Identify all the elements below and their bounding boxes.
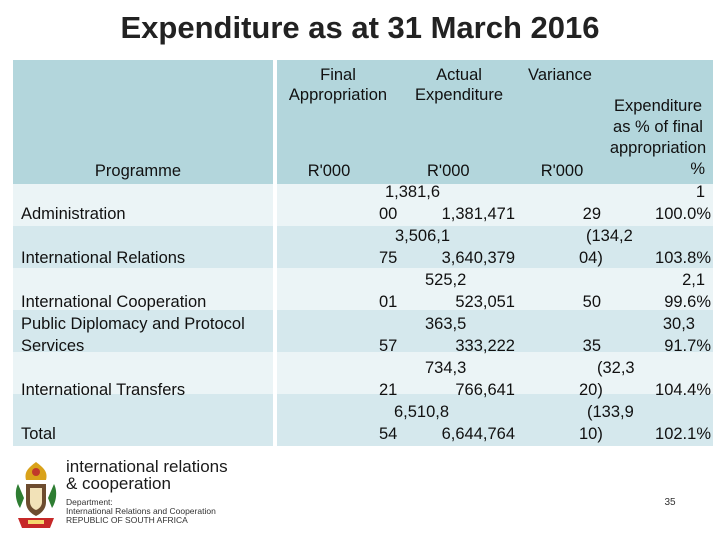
pct-value: 99.6% xyxy=(664,293,711,311)
pct-value-part1: 1 xyxy=(695,183,705,201)
dept-line-2: International Relations and Cooperation xyxy=(66,506,216,516)
header-actual-2: Expenditure xyxy=(414,86,504,104)
programme-label: International Transfers xyxy=(21,381,186,399)
final-value-part1: 6,510,8 xyxy=(394,403,450,421)
final-value-part2: 57 xyxy=(379,337,398,355)
final-value-part2: 75 xyxy=(379,249,398,267)
programme-label: Administration xyxy=(21,205,126,223)
actual-value: 1,381,471 xyxy=(441,205,515,223)
final-value-part1: 363,5 xyxy=(425,315,467,333)
dept-line-3: REPUBLIC OF SOUTH AFRICA xyxy=(66,515,188,525)
final-value-part1: 3,506,1 xyxy=(395,227,451,245)
pct-value: 100.0% xyxy=(655,205,711,223)
final-value-part1: 525,2 xyxy=(425,271,467,289)
variance-value-part2: 20) xyxy=(579,381,603,399)
final-value-part2: 54 xyxy=(379,425,398,443)
pct-value-part1: 30,3 xyxy=(662,315,695,333)
variance-value-part2: 50 xyxy=(582,293,601,311)
variance-value-part2: 35 xyxy=(582,337,601,355)
pct-value-part1: 2,1 xyxy=(682,271,705,289)
programme-label: Services xyxy=(21,337,85,355)
header-final-1: Final xyxy=(320,66,356,84)
actual-value: 3,640,379 xyxy=(441,249,515,267)
header-actual-1: Actual xyxy=(436,66,482,84)
dept-line-1: Department: xyxy=(66,497,113,507)
final-value-part2: 01 xyxy=(379,293,398,311)
header-pct-1: Expenditure xyxy=(613,97,703,115)
variance-value-part2: 04) xyxy=(579,249,603,267)
pct-value: 103.8% xyxy=(655,249,711,267)
header-final-2: Appropriation xyxy=(288,86,388,104)
actual-value: 6,644,764 xyxy=(441,425,515,443)
actual-value: 523,051 xyxy=(455,293,515,311)
programme-label: Public Diplomacy and Protocol xyxy=(21,315,245,333)
final-value-part2: 00 xyxy=(379,205,398,223)
programme-label: International Relations xyxy=(21,249,186,267)
variance-value-part1: (133,9 xyxy=(587,403,634,421)
variance-value-part1: (134,2 xyxy=(586,227,633,245)
column-gap xyxy=(273,184,277,446)
programme-label: Total xyxy=(21,425,56,443)
brand-line-2: & cooperation xyxy=(66,474,171,493)
header-programme: Programme xyxy=(94,162,182,180)
department-text xyxy=(66,498,216,525)
header-unit-variance: R'000 xyxy=(540,162,584,180)
page-number: 35 xyxy=(664,497,676,508)
actual-value: 333,222 xyxy=(455,337,515,355)
header-unit-actual: R'000 xyxy=(427,162,470,180)
pct-value: 91.7% xyxy=(664,337,711,355)
pct-value: 104.4% xyxy=(655,381,711,399)
programme-label: International Cooperation xyxy=(21,293,207,311)
final-value-part1: 1,381,6 xyxy=(385,183,441,201)
variance-value-part1: (32,3 xyxy=(597,359,635,377)
brand-line-1: international relations xyxy=(66,457,228,476)
final-value-part1: 734,3 xyxy=(425,359,467,377)
header-pct-2: as % of final xyxy=(613,118,703,136)
final-value-part2: 21 xyxy=(379,381,398,399)
header-variance: Variance xyxy=(528,66,592,84)
footer xyxy=(0,452,720,540)
page-title: Expenditure as at 31 March 2016 xyxy=(120,10,600,45)
header-pct-3: appropriation xyxy=(609,139,707,157)
pct-value: 102.1% xyxy=(655,425,711,443)
coat-of-arms-icon xyxy=(10,458,62,536)
header-unit-pct: % xyxy=(690,160,705,178)
variance-value-part2: 10) xyxy=(579,425,603,443)
actual-value: 766,641 xyxy=(455,381,515,399)
expenditure-table xyxy=(13,60,713,446)
header-unit-final: R'000 xyxy=(307,162,351,180)
variance-value-part2: 29 xyxy=(582,205,601,223)
